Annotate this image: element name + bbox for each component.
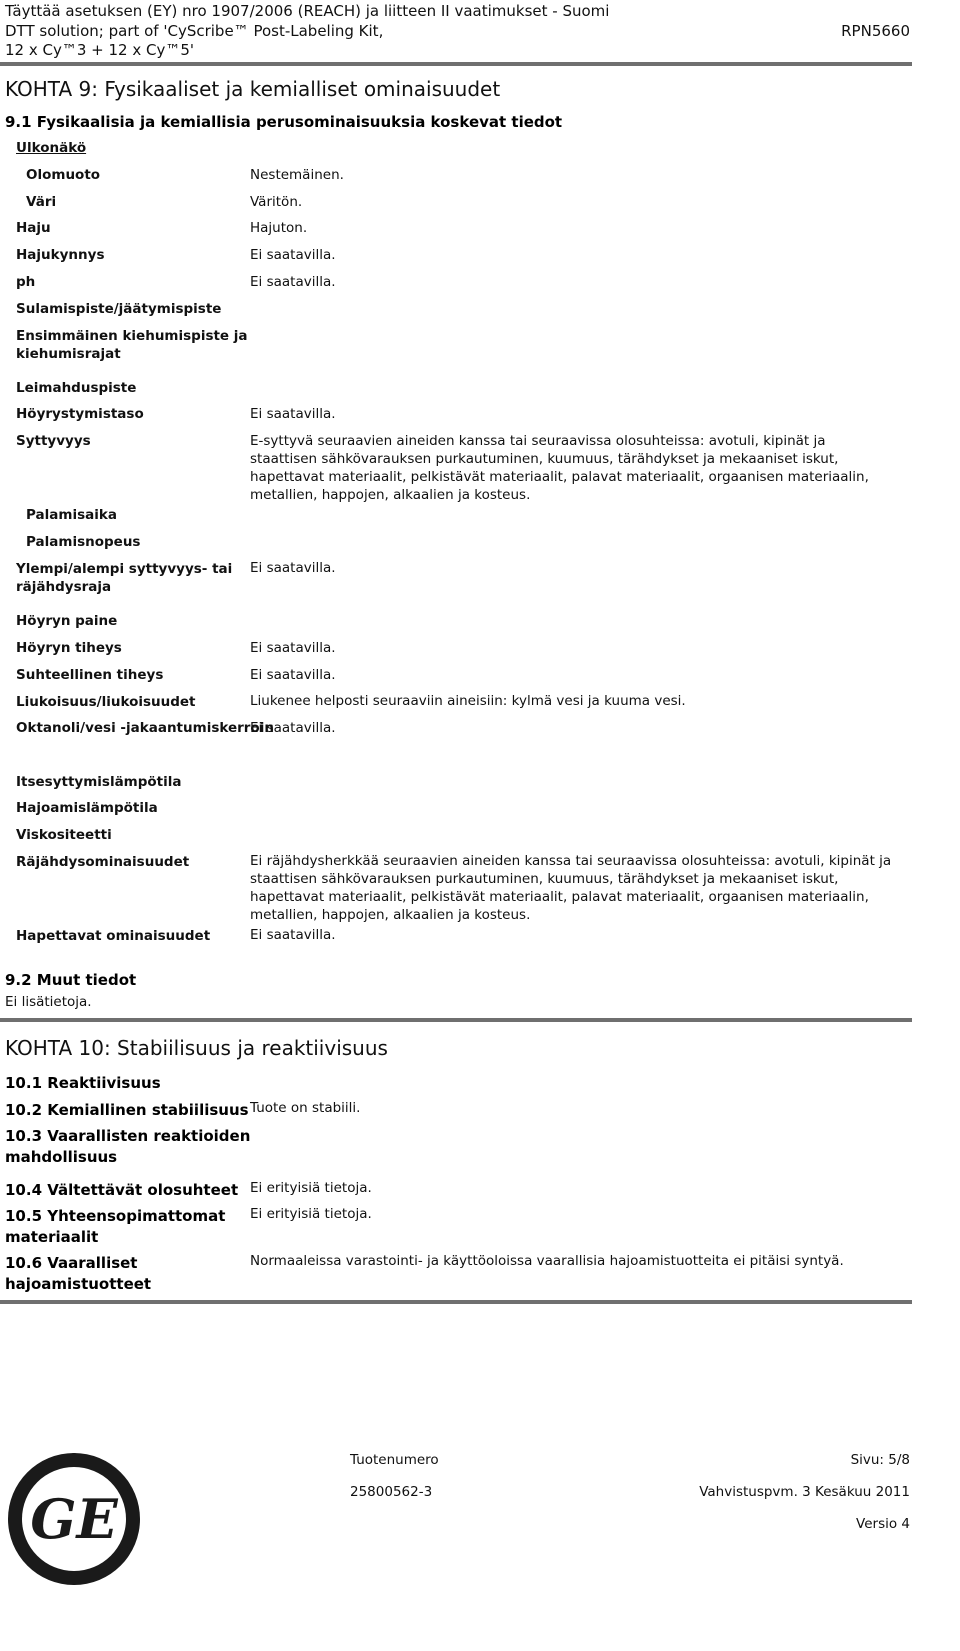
vari-value: Väritön.: [250, 194, 303, 210]
suhteellinen-tiheys-label: Suhteellinen tiheys: [16, 667, 164, 683]
hapettavat-value: Ei saatavilla.: [250, 927, 336, 943]
rajat-label-line1: Ylempi/alempi syttyvyys- tai: [16, 561, 233, 577]
hoyryn-tiheys-value: Ei saatavilla.: [250, 640, 336, 656]
ge-logo-icon: [5, 1450, 143, 1588]
yhteensopimattomat-label-line2: materiaalit: [5, 1228, 99, 1246]
oktanoli-value: Ei saatavilla.: [250, 720, 336, 736]
hoyryn-tiheys-label: Höyryn tiheys: [16, 640, 122, 656]
syttyvyys-value: E-syttyvä seuraavien aineiden kanssa tai seuraavissa olosuhteissa: avotuli, kipinät ja staattisen sähkövarauksen purkautuminen, kuumuus, tärähdykset ja mekaaniset iskut, hapettavat materiaalit, pelkistävät materiaalit, palavat materiaalit, orgaanisen materiaalin, metallien, happojen, alkaalien ja kosteus.: [250, 433, 869, 503]
valtettavat-olosuhteet-value: Ei erityisiä tietoja.: [250, 1180, 372, 1196]
hoyrystymistaso-value: Ei saatavilla.: [250, 406, 336, 422]
svg-text:GE: GE: [30, 1487, 118, 1551]
reaktiivisuus-label: 10.1 Reaktiivisuus: [5, 1074, 161, 1092]
liukoisuus-label: Liukoisuus/liukoisuudet: [16, 694, 196, 710]
header-divider: [0, 62, 912, 66]
palamisaika-label: Palamisaika: [26, 507, 117, 523]
version: Versio 4: [856, 1516, 910, 1532]
olomuoto-label: Olomuoto: [26, 167, 101, 183]
itsesyttymis-label: Itsesyttymislämpötila: [16, 774, 182, 790]
rajat-label-line2: räjähdysraja: [16, 579, 112, 595]
liukoisuus-value: Liukenee helposti seuraaviin aineisiin: kylmä vesi ja kuuma vesi.: [250, 693, 686, 709]
confirmation-date: Vahvistuspvm. 3 Kesäkuu 2011: [699, 1484, 910, 1500]
product-name-line1: DTT solution; part of 'CyScribe™ Post-Labeling Kit,: [5, 22, 384, 40]
viskositeetti-label: Viskositeetti: [16, 827, 112, 843]
kiehumispiste-label-line1: Ensimmäinen kiehumispiste ja: [16, 328, 248, 344]
regulation-line: Täyttää asetuksen (EY) nro 1907/2006 (REACH) ja liitteen II vaatimukset - Suomi: [5, 2, 610, 20]
yhteensopimattomat-value: Ei erityisiä tietoja.: [250, 1206, 372, 1222]
section-10-divider: [0, 1300, 912, 1304]
ph-label: ph: [16, 274, 36, 290]
hajukynnys-label: Hajukynnys: [16, 247, 105, 263]
section-9-2-heading: 9.2 Muut tiedot: [5, 971, 137, 989]
section-9-2-value: Ei lisätietoja.: [5, 994, 92, 1010]
vaaralliset-reaktiot-label-line1: 10.3 Vaarallisten reaktioiden: [5, 1127, 251, 1145]
hajukynnys-value: Ei saatavilla.: [250, 247, 336, 263]
stabiilisuus-label: 10.2 Kemiallinen stabiilisuus: [5, 1101, 249, 1119]
section-10-title: KOHTA 10: Stabiilisuus ja reaktiivisuus: [5, 1036, 388, 1060]
sulamispiste-label: Sulamispiste/jäätymispiste: [16, 301, 222, 317]
hajoamis-label: Hajoamislämpötila: [16, 800, 158, 816]
ge-logo: [5, 1450, 143, 1588]
rajahdys-value: Ei räjähdysherkkää seuraavien aineiden kanssa tai seuraavissa olosuhteissa: avotuli, kipinät ja staattisen sähkövarauksen purkautuminen, kuumuus, tärähdykset ja mekaaniset iskut, hapettavat materiaalit, pelkistävät materiaalit, palavat materiaalit, orgaanisen materiaalin, metallien, happojen, alkaalien ja kosteus.: [250, 853, 892, 923]
appearance-heading: Ulkonäkö: [16, 140, 87, 156]
haju-value: Hajuton.: [250, 220, 308, 236]
product-name-line2: 12 x Cy™3 + 12 x Cy™5': [5, 41, 195, 59]
hajoamistuotteet-value: Normaaleissa varastointi- ja käyttöoloissa vaarallisia hajoamistuotteita ei pitäisi syntyä.: [250, 1253, 844, 1269]
ph-value: Ei saatavilla.: [250, 274, 336, 290]
stabiilisuus-value: Tuote on stabiili.: [250, 1100, 361, 1116]
syttyvyys-label: Syttyvyys: [16, 433, 91, 449]
page-number: Sivu: 5/8: [850, 1452, 910, 1468]
olomuoto-value: Nestemäinen.: [250, 167, 344, 183]
product-number-label: Tuotenumero: [350, 1452, 439, 1468]
suhteellinen-tiheys-value: Ei saatavilla.: [250, 667, 336, 683]
hoyrystymistaso-label: Höyrystymistaso: [16, 406, 144, 422]
hajoamistuotteet-label-line2: hajoamistuotteet: [5, 1275, 152, 1293]
oktanoli-label: Oktanoli/vesi -jakaantumiskerroin: [16, 720, 274, 736]
kiehumispiste-label-line2: kiehumisrajat: [16, 346, 121, 362]
hoyryn-paine-label: Höyryn paine: [16, 613, 118, 629]
haju-label: Haju: [16, 220, 51, 236]
hajoamistuotteet-label-line1: 10.6 Vaaralliset: [5, 1254, 138, 1272]
product-code: RPN5660: [841, 22, 910, 40]
rajahdys-label: Räjähdysominaisuudet: [16, 854, 190, 870]
valtettavat-olosuhteet-label: 10.4 Vältettävät olosuhteet: [5, 1181, 239, 1199]
section-9-divider: [0, 1018, 912, 1022]
leimahduspiste-label: Leimahduspiste: [16, 380, 137, 396]
section-9-1-heading: 9.1 Fysikaalisia ja kemiallisia perusominaisuuksia koskevat tiedot: [5, 113, 563, 131]
hapettavat-label: Hapettavat ominaisuudet: [16, 928, 211, 944]
yhteensopimattomat-label-line1: 10.5 Yhteensopimattomat: [5, 1207, 226, 1225]
product-number-value: 25800562-3: [350, 1484, 433, 1500]
palamisnopeus-label: Palamisnopeus: [26, 534, 141, 550]
section-9-title: KOHTA 9: Fysikaaliset ja kemialliset ominaisuudet: [5, 77, 501, 101]
vari-label: Väri: [26, 194, 57, 210]
vaaralliset-reaktiot-label-line2: mahdollisuus: [5, 1148, 118, 1166]
rajat-value: Ei saatavilla.: [250, 560, 336, 576]
